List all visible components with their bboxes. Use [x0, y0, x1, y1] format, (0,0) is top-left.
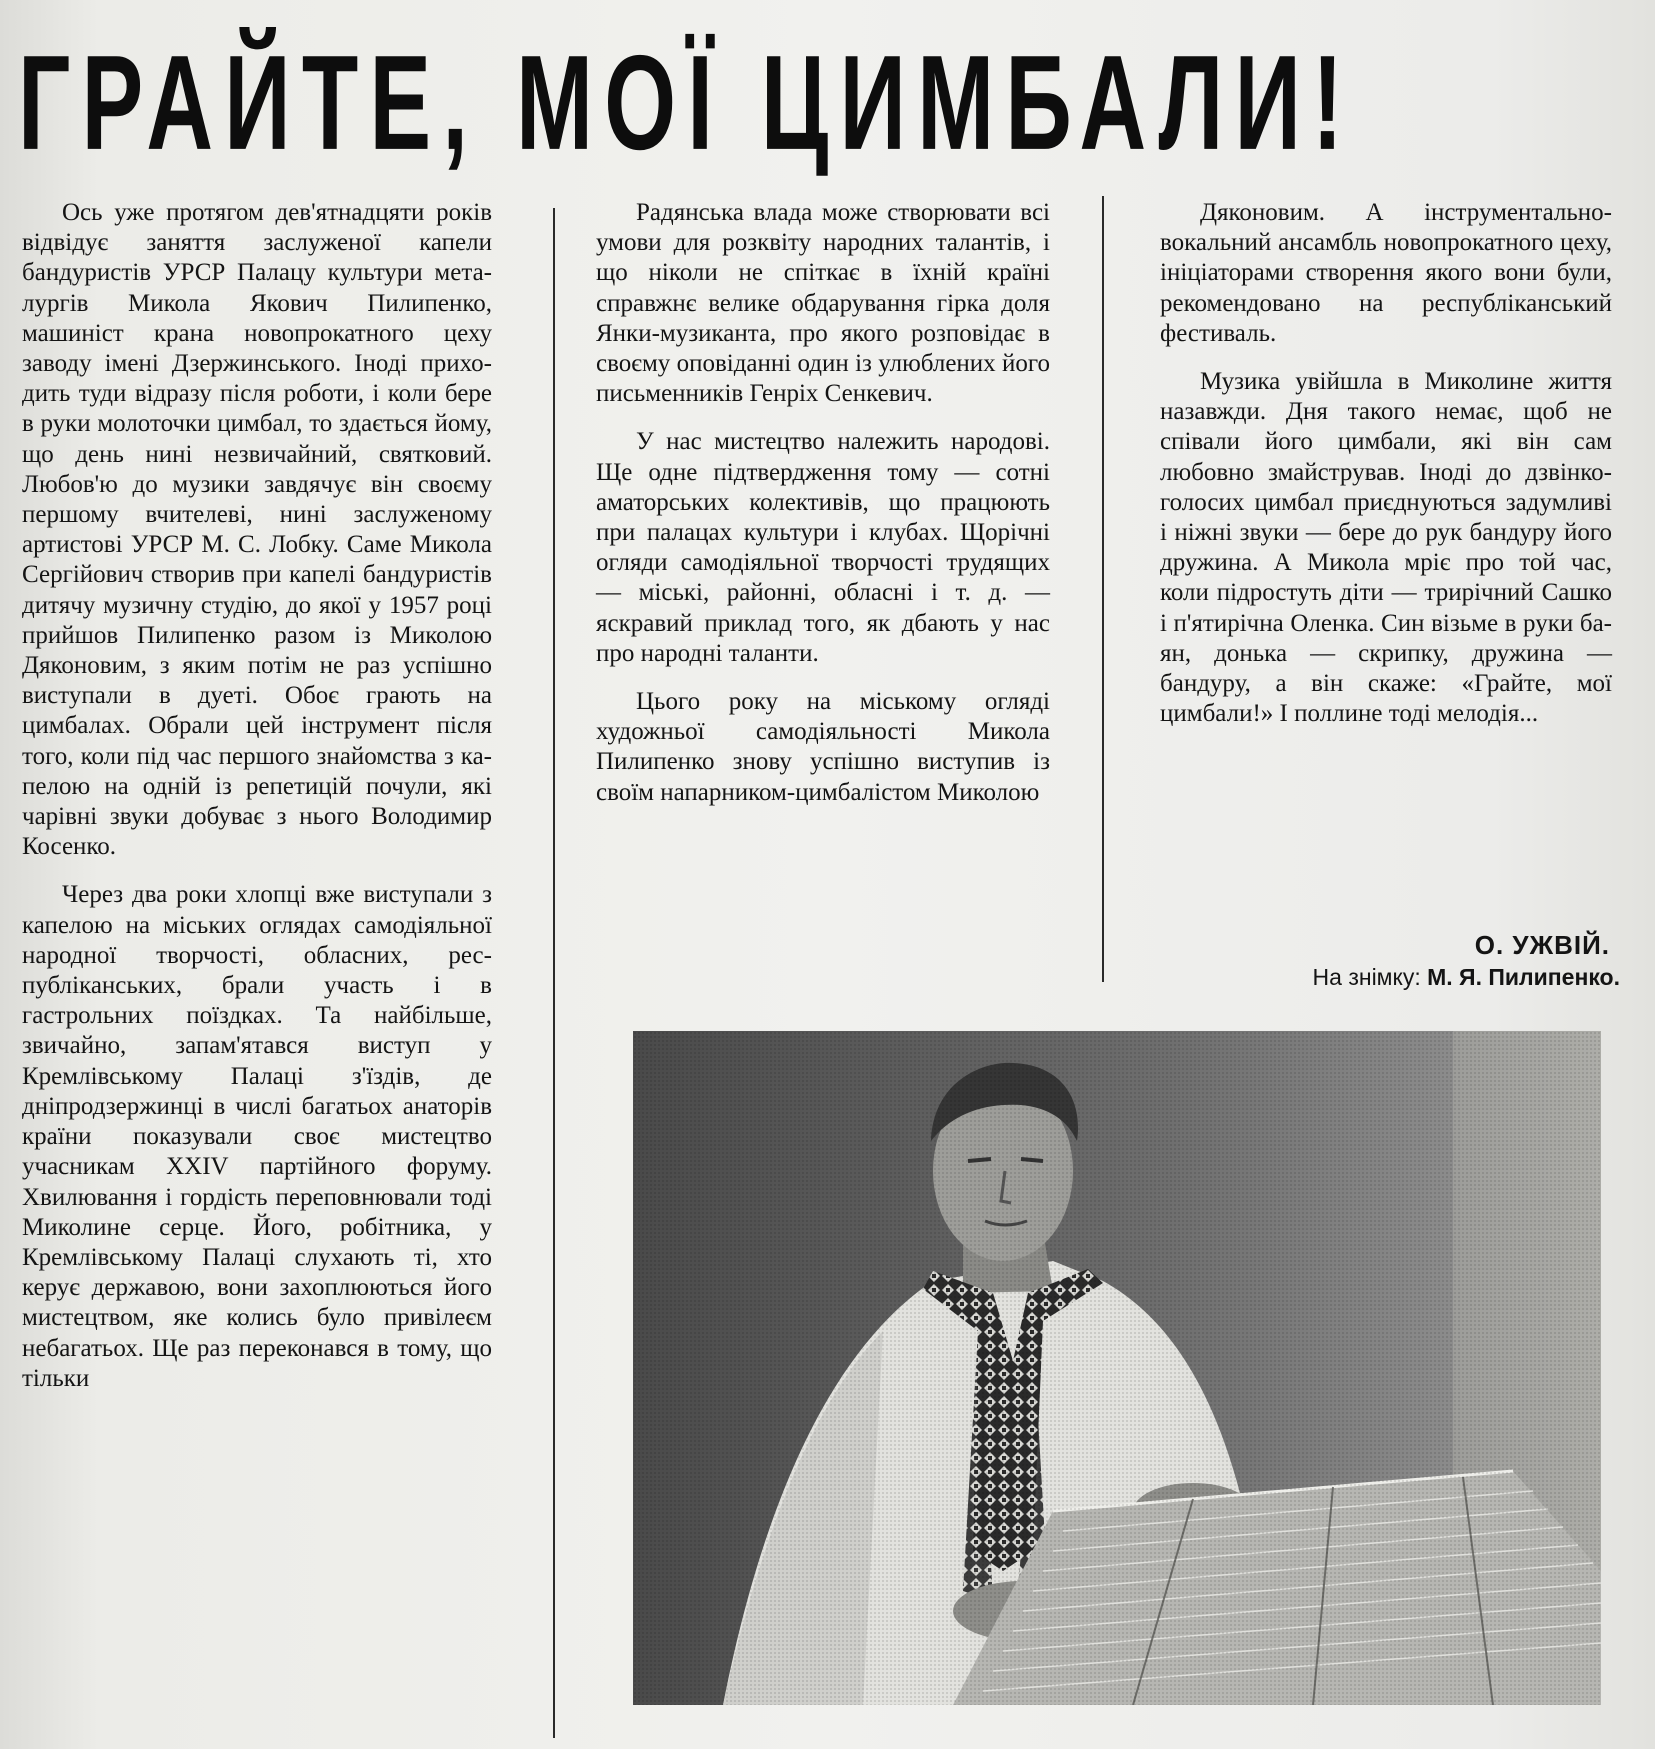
article-column-1 [22, 198, 492, 1394]
caption-name: М. Я. Пилипенко. [1427, 964, 1620, 990]
author-byline: О. УЖВІЙ. [1474, 930, 1610, 960]
headline: ГРАЙТЕ, МОЇ ЦИМБАЛИ! [18, 27, 1355, 178]
article-column-3 [1160, 198, 1612, 729]
paragraph: У нас мистецтво належить народові. Ще одне підтвердження тому — сотні аматорських колективів, що працюють при палацах культури і клубах. Щорічні огляди самодіяльної творчості трудящих — міські, районні, обласні і т. д. — яскравий приклад того, як дбають у нас про народні таланти. [596, 428, 1050, 667]
caption-label: На знімку: [1312, 964, 1421, 990]
article-column-2 [596, 198, 1050, 808]
photo-caption [1180, 964, 1620, 991]
portrait-image [633, 1031, 1601, 1705]
paragraph: Ось уже протягом дев'ятнадцяти років відвідує заняття заслуженої капели бандуристів УРСР Палацу культури металургів Микола Якович Пилипенко, машиніст крана новопрокатного цеху заводу імені Дзержинського. Іноді приходить туди відразу після роботи, і коли бере в руки молоточки цимбал, то здається йому, що день нині незвичайний, святковий. Любов'ю до музики завдячує він своєму першому вчителеві, нині заслуженому артистові УРСР М. С. Лобку. Саме Микола Сергійович створив при капелі бандуристів дитячу музичну студію, до якої у 1957 році прийшов Пилипенко разом із Миколою Дяконовим, з яким потім не раз успішно виступали в дуеті. Обоє грають на цимбалах. Обрали цей інструмент після того, коли під час першого знайомства з капелою на одній із репетицій почули, які чарівні звуки добуває з нього Володимир Косенко. [22, 199, 492, 861]
paragraph: Радянська влада може створювати всі умови для розквіту народних талантів, і що ніколи не спіткає в їхній країні справжнє велике обдарування гірка доля Янки-музиканта, про якого розповідає в своєму оповіданні один із улюблених його письменників Генріх Сенкевич. [596, 199, 1050, 408]
paragraph: Через два роки хлопці вже виступали з капелою на міських оглядах самодіяльної народної творчості, обласних, республіканських, брали участь і в гастрольних поїздках. Та найбільше, звичайно, запам'ятався виступ у Кремлівському Палаці з'їздів, де дніпродзержинці в числі багатьох анаторів країни показували своє мистецтво учасникам XXIV партійного форуму. Хвилювання і гордість переповнювали тоді Миколине серце. Його, робітника, у Кремлівському Палаці слухають ті, хто керує державою, вони захоплюються його мистецтвом, яке колись було привілеєм небагатьох. Ще раз переконався в тому, що тільки [22, 881, 492, 1392]
column-divider [553, 208, 555, 1738]
column-divider [1102, 196, 1104, 982]
paragraph: Цього року на міському огляді художньої самодіяльності Микола Пилипенко знову успішно виступив із своїм напарником-цимбалістом Миколою [596, 688, 1050, 806]
portrait-photo [633, 1031, 1601, 1705]
paragraph: Дяконовим. А інструментально-вокальний ансамбль новопрокатного цеху, ініціаторами створення якого вони були, рекомендовано на республіканський фестиваль. [1160, 199, 1612, 347]
paragraph: Музика увійшла в Миколине життя назавжди. Дня такого немає, щоб не співали його цимбали, які він сам любовно змайстрував. Іноді до дзвінкоголосих цимбал приєднуються задумливі і ніжні звуки — бере до рук бандуру його дружина. А Микола мріє про той час, коли підростуть діти — трирічний Сашко і п'ятирічна Оленка. Син візьме в руки баян, донька — скрипку, дружина — бандуру, а він скаже: «Грайте, мої цимбали!» І поллине тоді мелодія... [1160, 368, 1612, 728]
